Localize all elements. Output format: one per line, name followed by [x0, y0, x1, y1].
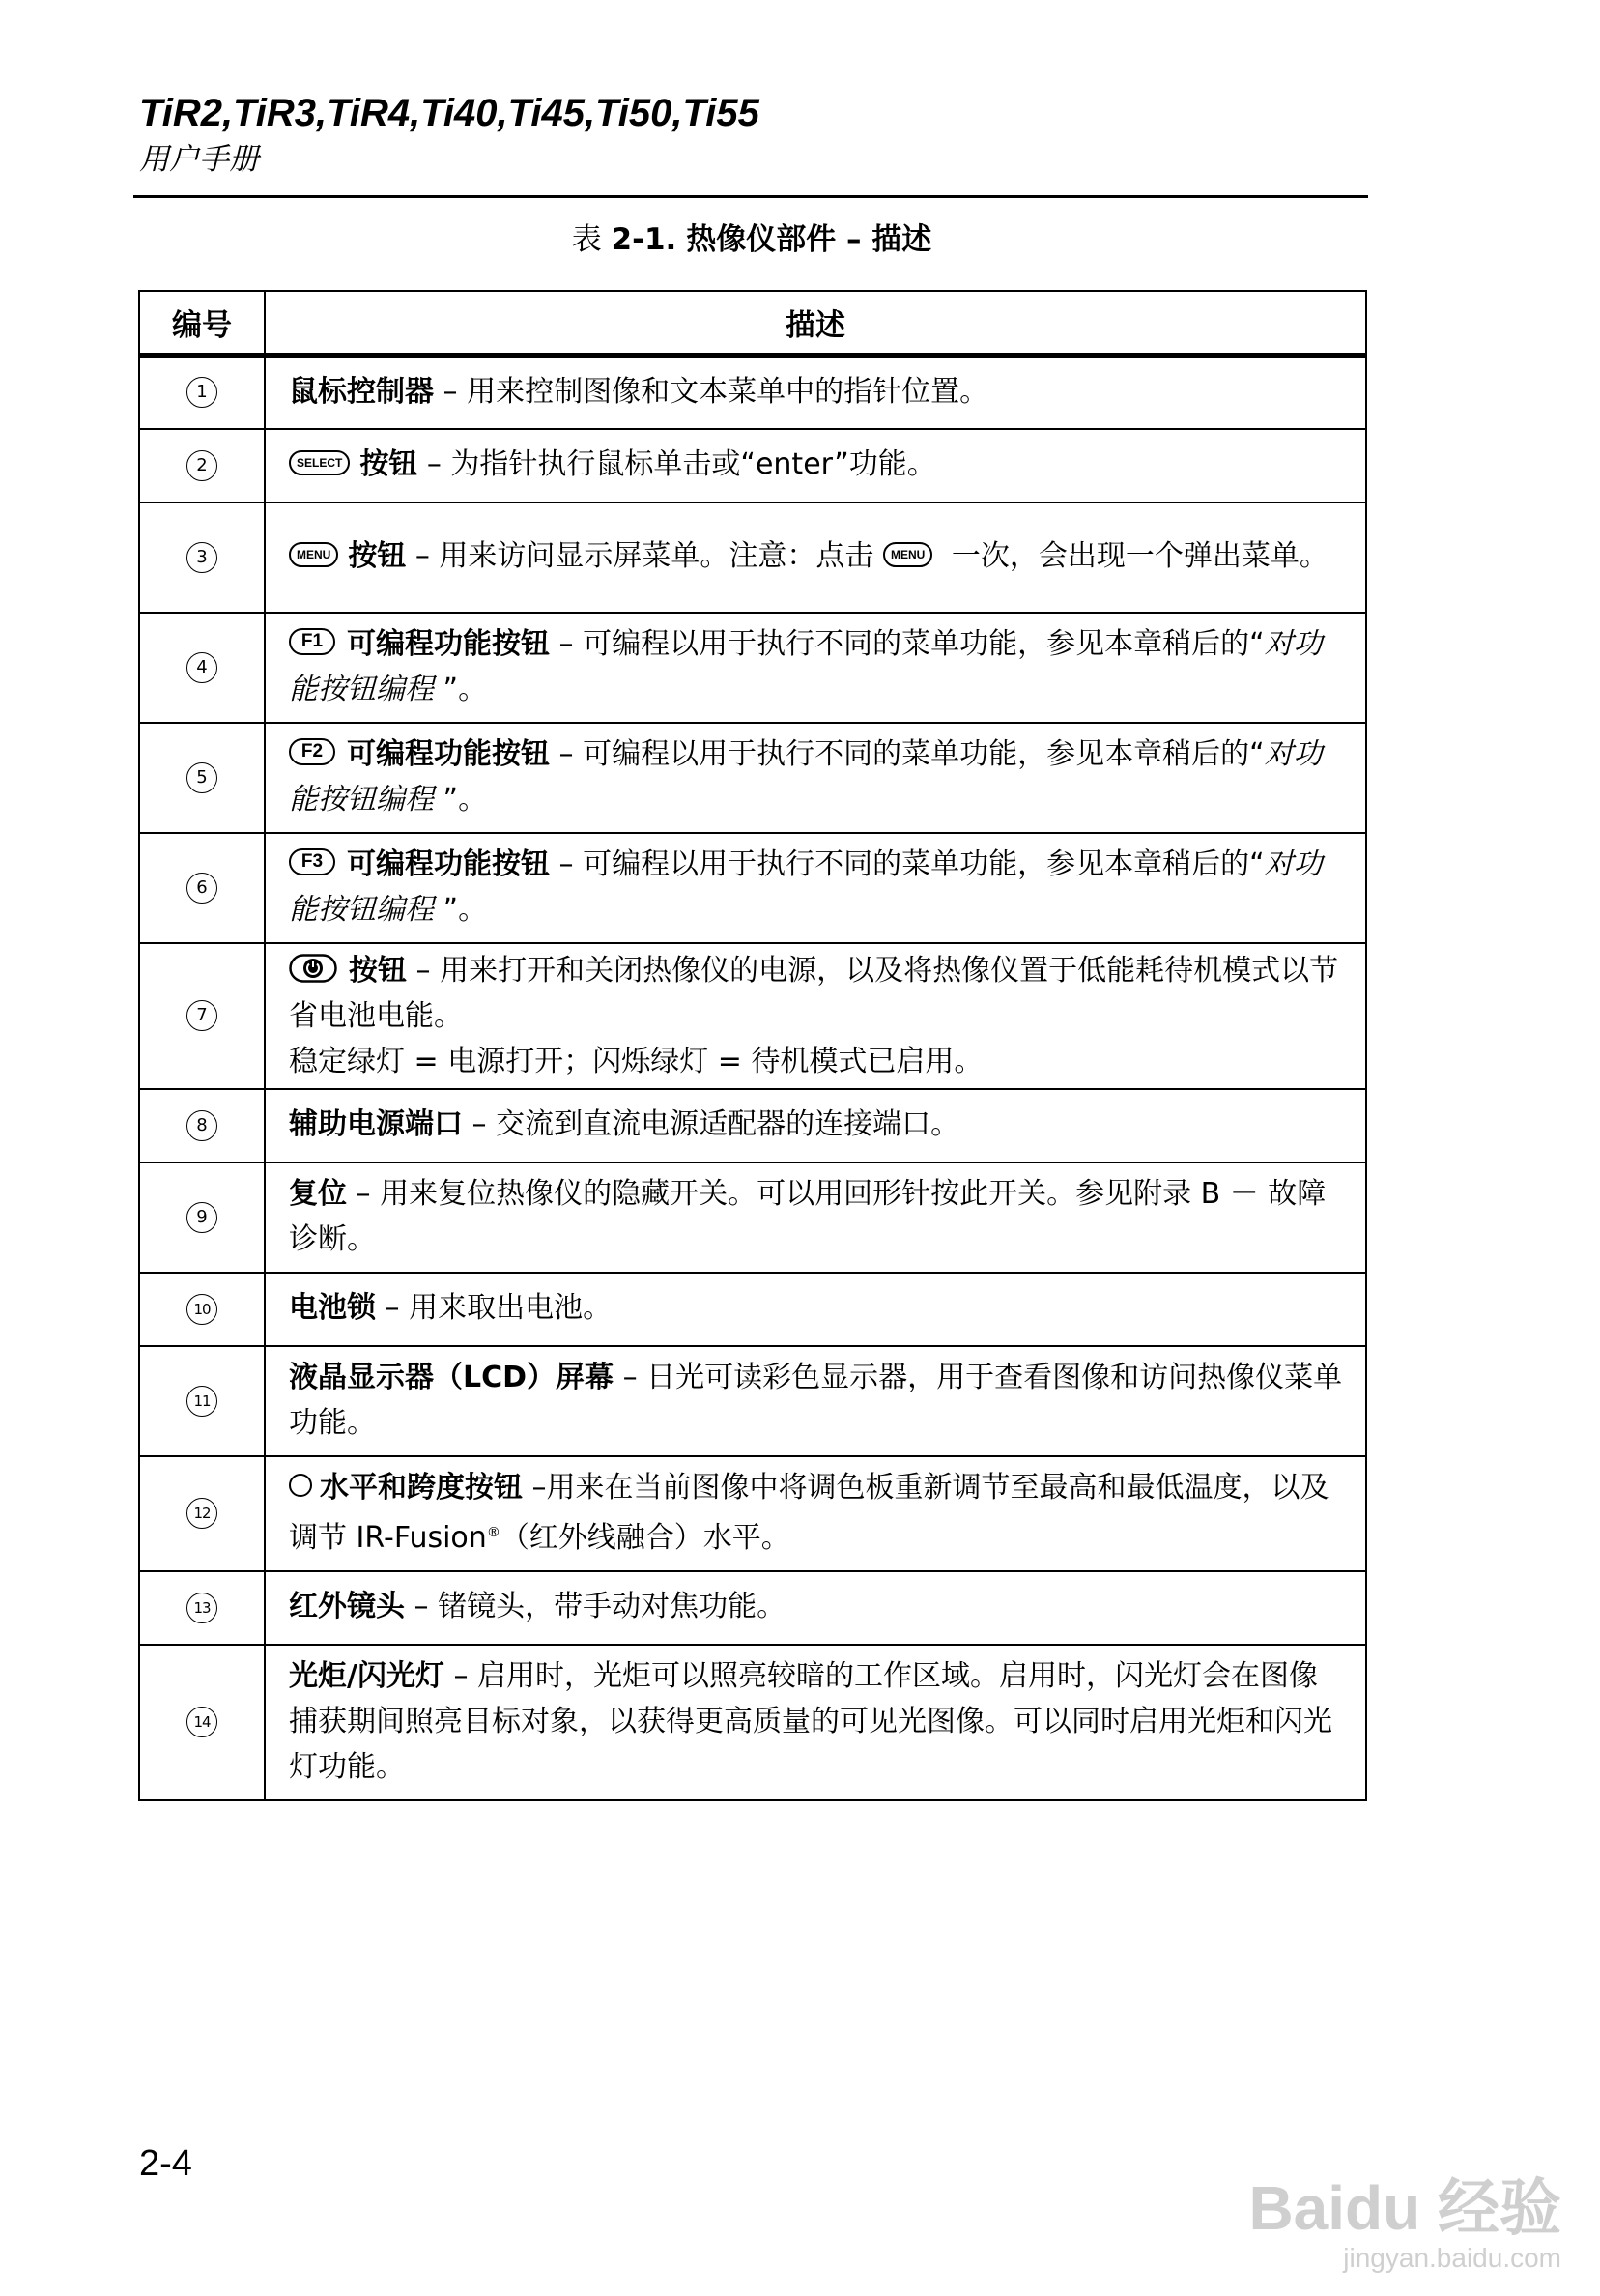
item-description-end: ”。	[434, 892, 488, 927]
menu-key-icon: MENU	[289, 542, 338, 567]
item-number: 1	[186, 377, 217, 408]
item-description-end: 一次，会出现一个弹出菜单。	[942, 539, 1329, 573]
item-name: 水平和跨度按钮	[320, 1470, 523, 1505]
item-reference: 对功能按钮编程	[289, 847, 1323, 927]
table-header-row	[139, 291, 1366, 356]
item-description: – 用来打开和关闭热像仪的电源，以及将热像仪置于低能耗待机模式以节省电池电能。	[289, 953, 1339, 1033]
item-number: 7	[186, 1000, 217, 1031]
item-number: 13	[186, 1593, 217, 1623]
header-desc: 描述	[265, 291, 1366, 356]
item-number: 6	[186, 873, 217, 904]
item-name: 复位	[289, 1176, 347, 1211]
table-row	[139, 1089, 1366, 1162]
item-description: – 可编程以用于执行不同的菜单功能，参见本章稍后的“	[550, 736, 1265, 771]
item-name: 可编程功能按钮	[347, 736, 550, 771]
f1-key-icon: F1	[289, 628, 335, 655]
caption-text: 热像仪部件 – 描述	[686, 222, 932, 257]
table-row	[139, 613, 1366, 723]
item-number: 10	[186, 1294, 217, 1325]
item-name: 液晶显示器（LCD）屏幕	[289, 1360, 614, 1394]
level-span-icon	[289, 1474, 312, 1497]
watermark	[1248, 2174, 1561, 2275]
page-number: 2-4	[139, 2143, 192, 2184]
item-name: 红外镜头	[289, 1590, 405, 1623]
power-button-icon	[289, 954, 337, 983]
table-row	[139, 1645, 1366, 1800]
f3-key-icon: F3	[289, 848, 335, 875]
item-reference: 对功能按钮编程	[289, 626, 1323, 706]
item-description: –用来在当前图像中将调色板重新调节至最高和最低温度，以及调节 IR-Fusion	[289, 1470, 1329, 1555]
registered-mark: ®	[486, 1524, 500, 1540]
item-reference: 对功能按钮编程	[289, 736, 1323, 817]
item-name: 可编程功能按钮	[347, 626, 550, 661]
item-description: – 用来访问显示屏菜单。注意：点击	[406, 539, 883, 573]
caption-prefix: 表	[571, 222, 612, 257]
select-key-icon: SELECT	[289, 450, 350, 475]
item-description: – 可编程以用于执行不同的菜单功能，参见本章稍后的“	[550, 626, 1265, 661]
table-row	[139, 1273, 1366, 1346]
item-description-end: ”。	[434, 672, 488, 706]
item-description: – 锗镜头，带手动对焦功能。	[405, 1590, 786, 1623]
table-row	[139, 1162, 1366, 1273]
item-name: 光炬/闪光灯	[289, 1658, 444, 1693]
header-num: 编号	[139, 291, 265, 356]
table-row	[139, 356, 1366, 429]
table-row	[139, 1346, 1366, 1456]
header-rule	[133, 195, 1368, 198]
item-number: 8	[186, 1110, 217, 1141]
item-number: 9	[186, 1202, 217, 1233]
table-row	[139, 723, 1366, 833]
table-row	[139, 833, 1366, 943]
menu-key-icon: MENU	[883, 542, 932, 567]
item-description-end: ”。	[434, 782, 488, 817]
page-header	[139, 89, 759, 180]
item-description: – 用来复位热像仪的隐藏开关。可以用回形针按此开关。参见附录 B － 故障诊断。	[289, 1176, 1327, 1256]
table-row	[139, 1456, 1366, 1571]
item-name: 按钮	[348, 539, 407, 573]
table-caption	[0, 217, 1503, 262]
item-name: 按钮	[349, 953, 407, 988]
item-name: 鼠标控制器	[289, 374, 434, 409]
item-name: 电池锁	[289, 1291, 376, 1325]
item-description-end: （红外线融合）水平。	[500, 1520, 790, 1555]
table-row	[139, 429, 1366, 502]
item-number: 4	[186, 652, 217, 683]
item-description: – 启用时，光炬可以照亮较暗的工作区域。启用时，闪光灯会在图像捕获期间照亮目标对象，以获得更高质量的可见光图像。可以同时启用光炬和闪光灯功能。	[289, 1658, 1332, 1784]
item-name: 辅助电源端口	[289, 1107, 463, 1141]
item-description: – 日光可读彩色显示器，用于查看图像和访问热像仪菜单功能。	[289, 1360, 1343, 1440]
item-description: – 可编程以用于执行不同的菜单功能，参见本章稍后的“	[550, 847, 1265, 881]
parts-table	[138, 290, 1367, 1801]
watermark-brand: Baidu 经验	[1248, 2173, 1561, 2243]
item-description: – 用来取出电池。	[376, 1291, 613, 1325]
item-description: – 为指针执行鼠标单击或“enter”功能。	[417, 447, 936, 481]
item-number: 11	[186, 1386, 217, 1417]
f2-key-icon: F2	[289, 738, 335, 765]
item-number: 2	[186, 450, 217, 481]
item-number: 5	[186, 762, 217, 793]
item-number: 14	[186, 1707, 217, 1737]
manual-subtitle: 用户手册	[139, 142, 259, 177]
caption-number: 2-1.	[611, 222, 677, 257]
product-title: TiR2,TiR3,TiR4,Ti40,Ti45,Ti50,Ti55	[139, 92, 759, 134]
led-status-note: 稳定绿灯 = 电源打开；闪烁绿灯 = 待机模式已启用。	[289, 1044, 984, 1078]
item-description: – 交流到直流电源适配器的连接端口。	[463, 1107, 960, 1141]
watermark-url: jingyan.baidu.com	[1343, 2243, 1561, 2273]
item-number: 12	[186, 1498, 217, 1529]
item-description: – 用来控制图像和文本菜单中的指针位置。	[434, 374, 989, 409]
table-row	[139, 1571, 1366, 1645]
table-row	[139, 943, 1366, 1089]
item-name: 按钮	[359, 447, 418, 481]
table-row	[139, 502, 1366, 613]
item-name: 可编程功能按钮	[347, 847, 550, 881]
item-number: 3	[186, 542, 217, 573]
